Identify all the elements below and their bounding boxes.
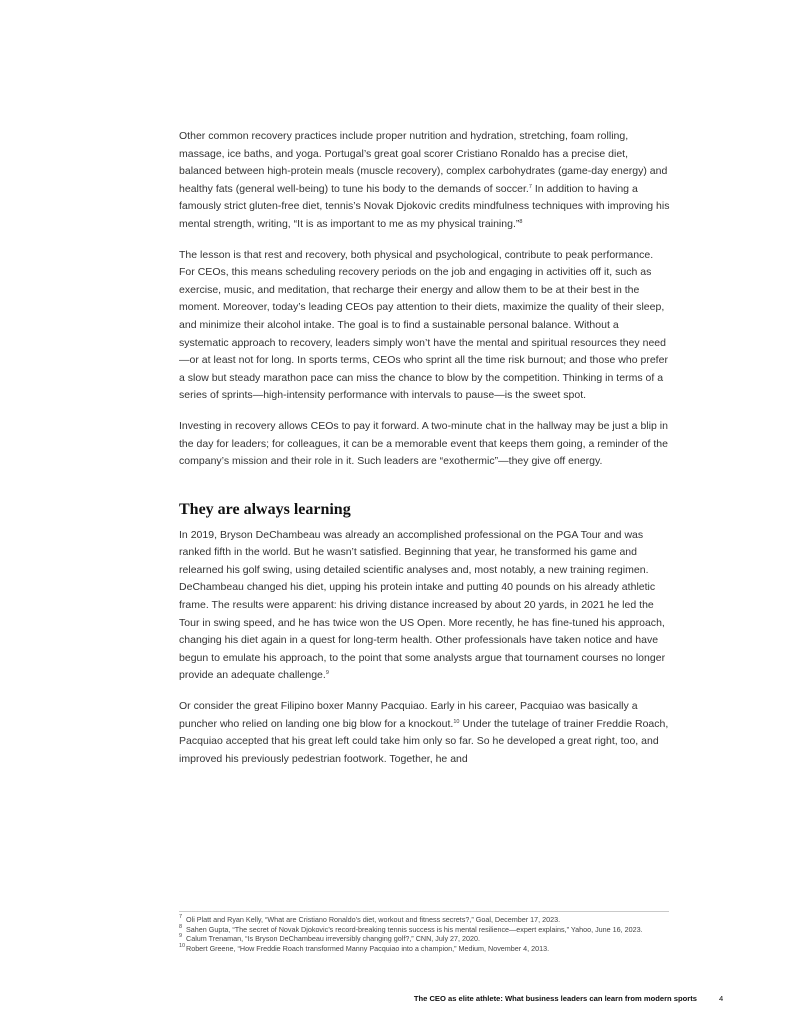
page-footer — [0, 994, 791, 1008]
footnote-8: $^8$ Sahen Gupta, “The secret of Novak Djokovic’s record-breaking tennis success is his mental resilience—expert explains,” Yahoo, June 16, 2023. — [179, 923, 643, 934]
footnote-divider — [179, 911, 669, 912]
paragraph-dechambeau — [179, 527, 670, 685]
footnote-ref-10[interactable]: 10 — [453, 718, 460, 725]
footnote-text: Robert Greene, “How Freddie Roach transformed Manny Pacquiao into a champion,” Medium, November 4, 2013. — [186, 943, 550, 953]
paragraph-recovery-practices — [179, 128, 670, 234]
footnote-text: Sahen Gupta, “The secret of Novak Djokovic’s record-breaking tennis success is his mental resilience—expert explains,” Yahoo, June 16, 2023. — [186, 924, 643, 934]
section-heading: They are always learning — [179, 500, 351, 518]
page-number: 4 — [719, 994, 724, 1003]
paragraph-pacquiao — [179, 698, 670, 768]
paragraph-text: Under the tutelage of trainer Freddie Roach, Pacquiao accepted that his great left could take him only so far. So he developed a great right, too, and improved his previously pedestrian footwork. Together, he and — [179, 717, 669, 765]
footnotes — [179, 915, 674, 953]
footnote-9: $^9$ Calum Trenaman, “Is Bryson DeChambeau irreversibly changing golf?,” CNN, July 27, 2020. — [179, 933, 481, 944]
paragraph-text: Other common recovery practices include proper nutrition and hydration, stretching, foam rolling, massage, ice baths, and yoga. Portugal’s great goal scorer Cristiano Ronaldo has a precise diet, balanced between high-protein meals (muscle recovery), complex carbohydrates (game-day energy) and healthy fats (general well-being) to tune his body to the demands of soccer. — [179, 130, 668, 195]
footnote-text: Calum Trenaman, “Is Bryson DeChambeau irreversibly changing golf?,” CNN, July 27, 2020. — [186, 934, 481, 944]
footnote-ref-7[interactable]: 7 — [528, 183, 532, 190]
footnote-ref-9[interactable]: 9 — [325, 670, 329, 677]
footer-title: The CEO as elite athlete: What business leaders can learn from modern sports — [413, 994, 697, 1003]
paragraph-text: In addition to having a famously strict gluten-free diet, tennis’s Novak Djokovic credits mindfulness techniques with improving his mental strength, writing, “It is as important to me as my physical training.” — [179, 182, 670, 230]
footnote-ref-8[interactable]: 8 — [519, 218, 523, 225]
article-body — [179, 128, 670, 781]
footnote-text: Oli Platt and Ryan Kelly, “What are Cristiano Ronaldo’s diet, workout and fitness secrets?,” Goal, December 17, 2023. — [186, 915, 561, 924]
footnote-10: $^{10}$Robert Greene, “How Freddie Roach transformed Manny Pacquiao into a champion,” Medium, November 4, 2013. — [179, 942, 550, 953]
paragraph-pay-it-forward: Investing in recovery allows CEOs to pay it forward. A two-minute chat in the hallway may be just a blip in the day for leaders; for colleagues, it can be a memorable event that keeps them going, a reminder of the company’s mission and their role in it. Such leaders are “exothermic”—they give off energy. — [179, 419, 668, 468]
paragraph-text: In 2019, Bryson DeChambeau was already an accomplished professional on the PGA Tour and was ranked fifth in the world. But he wasn’t satisfied. Beginning that year, he transformed his game and relearned his golf swing, using detailed scientific analyses and, most notably, a new training regimen. DeChambeau changed his diet, upping his protein intake and putting 40 pounds on his already athletic frame. The results were apparent: his driving distance increased by about 20 yards, in 2021 he led the Tour in swing speed, and he has twice won the US Open. More recently, he has fine-tuned his approach, changing his diet again in a quest for long-term health. Other professionals have taken notice and have begun to emulate his approach, to the point that some analysts argue that tournament courses no longer provide an adequate challenge. — [179, 528, 666, 682]
paragraph-lesson: The lesson is that rest and recovery, both physical and psychological, contribute to peak performance. For CEOs, this means scheduling recovery periods on the job and engaging in activities off it, such as exercise, music, and meditation, that recharge their energy and allow them to be at their best in the moment. Moreover, today’s leading CEOs pay attention to their diets, maximize the quality of their sleep, and minimize their alcohol intake. The goal is to find a sustainable personal balance. Without a systematic approach to recovery, leaders simply won’t have the mental and spiritual resources they need—or at least not for long. In sports terms, CEOs who sprint all the time risk burnout; and those who prefer a slow but steady marathon pace can miss the chance to blow by the competition. Thinking in terms of a series of sprints—high-intensity performance with intervals to pause—is the sweet spot. — [179, 248, 668, 402]
paragraph-text: Or consider the great Filipino boxer Manny Pacquiao. Early in his career, Pacquiao was basically a puncher who relied on landing one big blow for a knockout. — [179, 700, 638, 730]
footnote-7: $^7$ Oli Platt and Ryan Kelly, “What are Cristiano Ronaldo’s diet, workout and fitness secrets?,” Goal, December 17, 2023. — [179, 914, 561, 924]
